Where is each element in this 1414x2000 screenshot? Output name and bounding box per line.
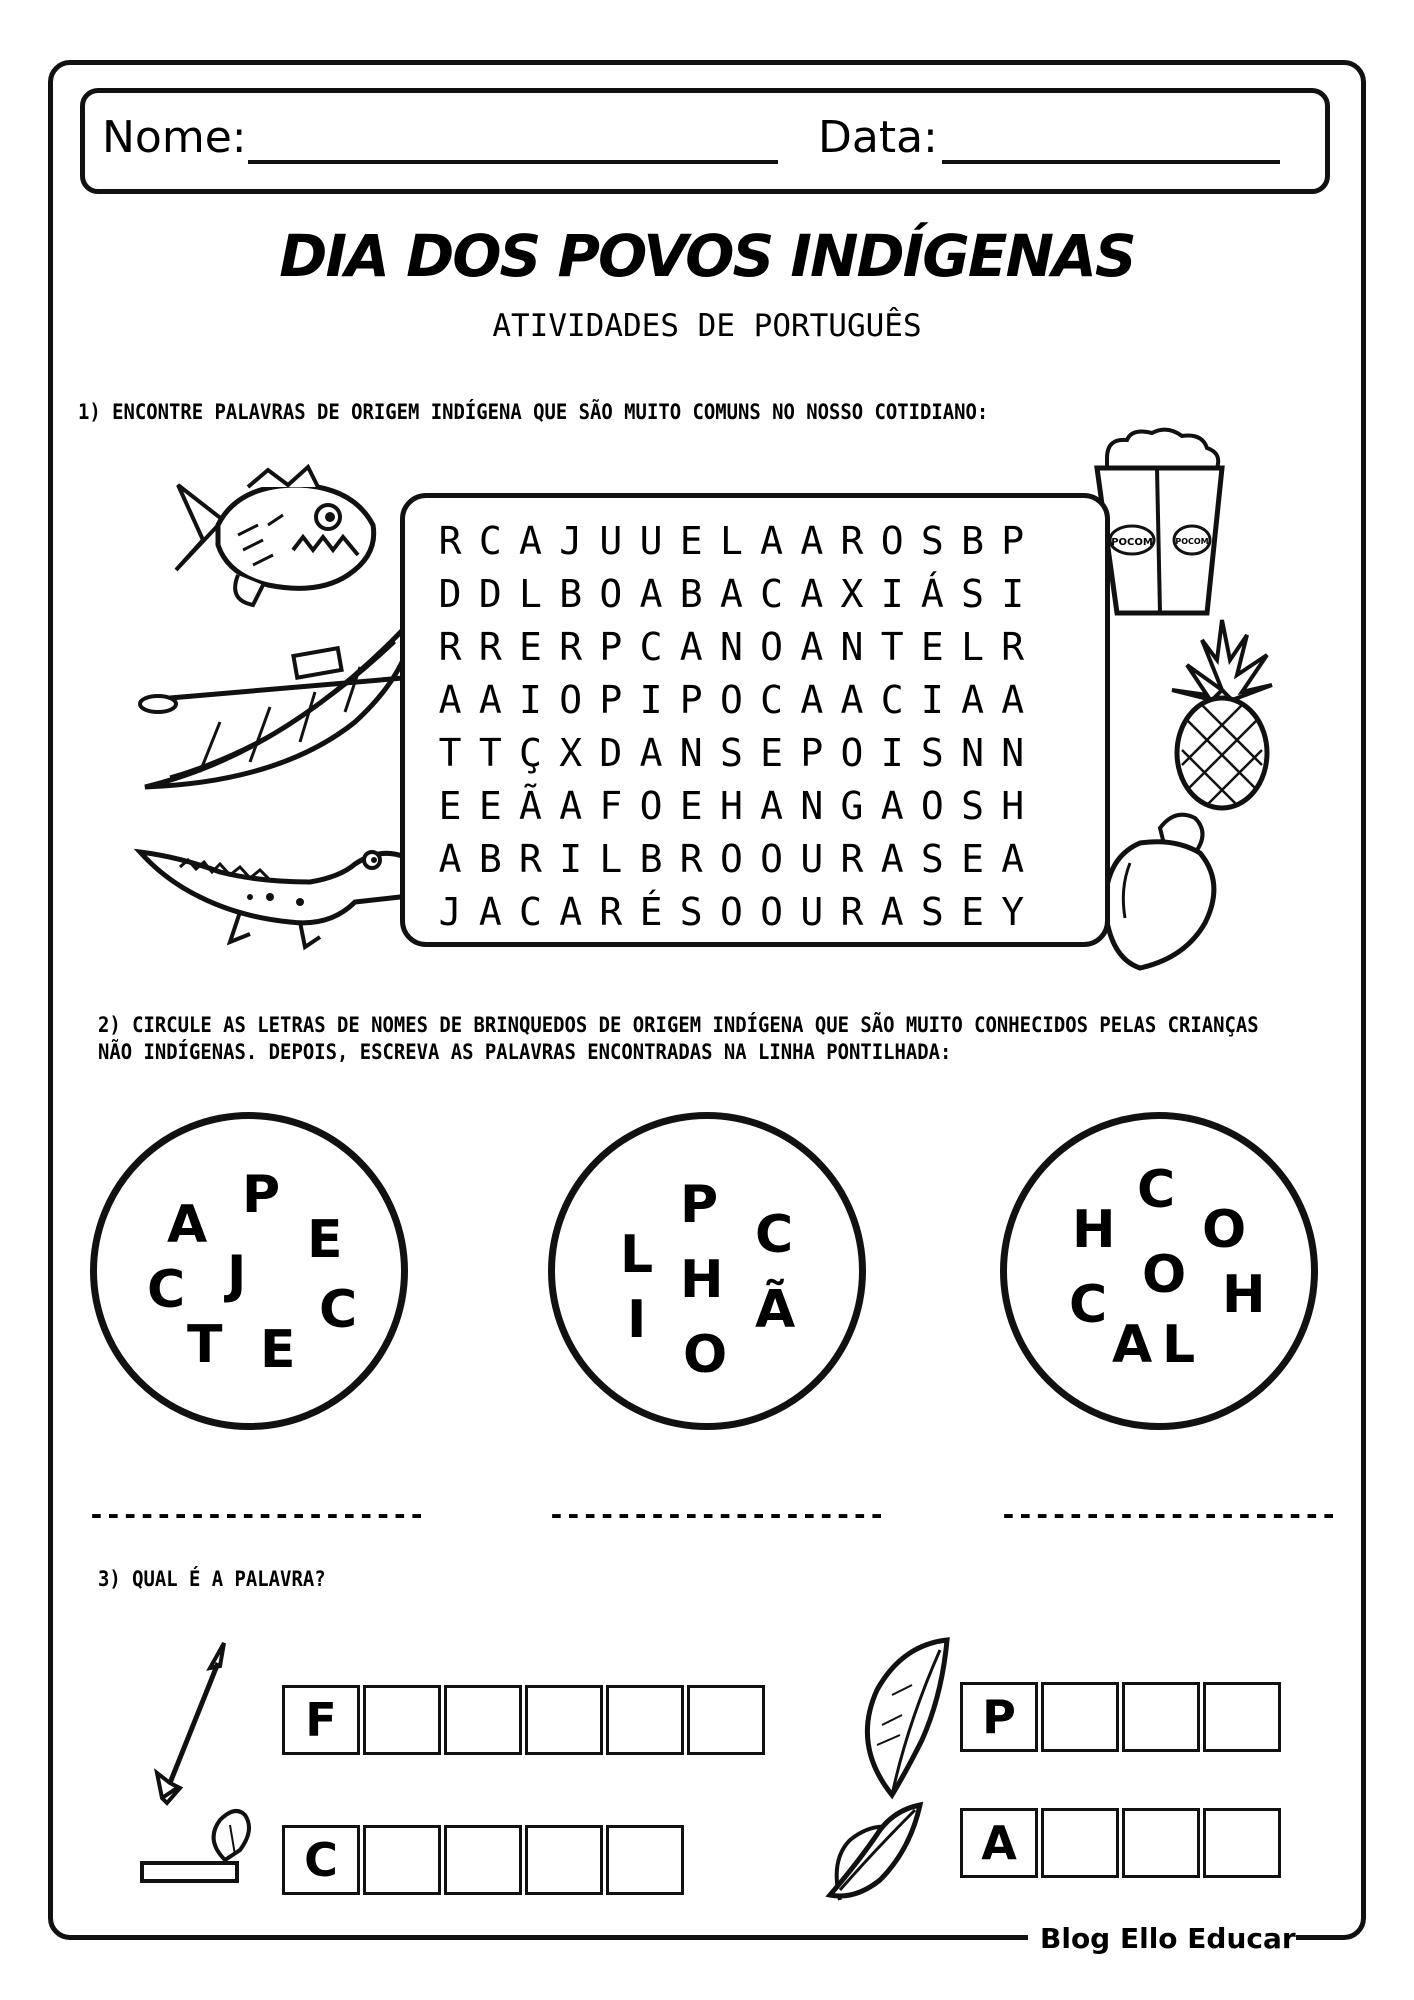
word-search-letter[interactable]: D bbox=[438, 572, 462, 616]
word-search-letter[interactable]: E bbox=[760, 731, 784, 775]
circle-letter[interactable]: C bbox=[1137, 1160, 1176, 1220]
letter-box[interactable] bbox=[363, 1825, 441, 1895]
word-search-letter[interactable]: N bbox=[800, 784, 824, 828]
word-search-letter[interactable]: U bbox=[639, 519, 663, 563]
word-search-letter[interactable]: R bbox=[599, 890, 623, 934]
word-search-letter[interactable]: A bbox=[438, 678, 462, 722]
circle-letter[interactable]: J bbox=[227, 1245, 247, 1305]
word-search-letter[interactable]: F bbox=[599, 784, 623, 828]
letter-box[interactable] bbox=[1203, 1682, 1281, 1752]
word-search-letter[interactable]: T bbox=[880, 625, 904, 669]
word-search-letter[interactable]: Y bbox=[1001, 890, 1025, 934]
word-search-letter[interactable]: N bbox=[840, 625, 864, 669]
word-search-row bbox=[430, 780, 1033, 833]
word-search-letter[interactable]: N bbox=[719, 625, 743, 669]
word-search-letter[interactable]: A bbox=[880, 784, 904, 828]
word-search-letter[interactable]: B bbox=[559, 572, 583, 616]
letter-box[interactable] bbox=[1041, 1808, 1119, 1878]
answer-line-2[interactable]: -------------------- bbox=[548, 1498, 886, 1531]
word-search-letter[interactable]: T bbox=[478, 731, 502, 775]
word-search-letter[interactable]: I bbox=[880, 572, 904, 616]
word-search-letter[interactable]: P bbox=[599, 678, 623, 722]
question-2-line-2: NÃO INDÍGENAS. DEPOIS, ESCREVA AS PALAVRAS ENCONTRADAS NA LINHA PONTILHADA: bbox=[98, 1040, 952, 1064]
feather-illustration bbox=[852, 1635, 952, 1800]
word-search-letter[interactable]: A bbox=[880, 837, 904, 881]
word-search-letter[interactable]: B bbox=[639, 837, 663, 881]
letter-box[interactable] bbox=[525, 1685, 603, 1755]
word-search-letter[interactable]: R bbox=[438, 519, 462, 563]
word-search-letter[interactable]: S bbox=[920, 890, 944, 934]
date-label: Data: bbox=[818, 112, 938, 163]
word-search-letter[interactable]: D bbox=[478, 572, 502, 616]
word-search-letter[interactable]: R bbox=[840, 837, 864, 881]
word-search-letter[interactable]: E bbox=[961, 837, 984, 881]
word-search-letter[interactable]: A bbox=[519, 519, 542, 563]
name-label: Nome: bbox=[102, 112, 247, 163]
circle-letter[interactable]: O bbox=[683, 1325, 728, 1385]
word-search-letter[interactable]: B bbox=[961, 519, 984, 563]
word-search-letter[interactable]: E bbox=[519, 625, 542, 669]
word-search-letter[interactable]: A bbox=[961, 678, 984, 722]
page-title: DIA DOS POVOS INDÍGENAS bbox=[279, 222, 1135, 290]
circle-letter[interactable]: A bbox=[167, 1195, 208, 1255]
word-search-letter[interactable]: U bbox=[800, 890, 824, 934]
word-search-letter[interactable]: X bbox=[840, 572, 864, 616]
headband-illustration bbox=[140, 1805, 260, 1885]
word-search-letter[interactable]: O bbox=[719, 678, 743, 722]
word-search-row bbox=[430, 621, 1033, 674]
word-search-letter[interactable]: E bbox=[679, 519, 703, 563]
word-search-letter[interactable]: R bbox=[519, 837, 542, 881]
word-search-letter[interactable]: S bbox=[961, 784, 984, 828]
word-search-letter[interactable]: O bbox=[760, 890, 784, 934]
word-search-letter[interactable]: A bbox=[1001, 678, 1025, 722]
word-search-letter[interactable]: R bbox=[840, 519, 864, 563]
word-search-letter[interactable]: O bbox=[599, 572, 623, 616]
word-search-letter[interactable]: I bbox=[519, 678, 542, 722]
word-search-letter[interactable]: A bbox=[1001, 837, 1025, 881]
word-search-letter[interactable]: S bbox=[920, 519, 944, 563]
word-search-letter[interactable]: R bbox=[679, 837, 703, 881]
word-search-letter[interactable]: O bbox=[760, 837, 784, 881]
word-search-letter[interactable]: I bbox=[880, 731, 904, 775]
arrow-illustration bbox=[152, 1638, 232, 1808]
circle-letter[interactable]: T bbox=[187, 1315, 223, 1375]
word-search-row bbox=[430, 727, 1033, 780]
word-search-letter[interactable]: S bbox=[961, 572, 984, 616]
word-search-letter[interactable]: L bbox=[519, 572, 542, 616]
word-search-letter[interactable]: B bbox=[679, 572, 703, 616]
word-search-letter[interactable]: A bbox=[639, 572, 663, 616]
word-search-letter[interactable]: O bbox=[719, 837, 743, 881]
word-search-letter[interactable]: C bbox=[519, 890, 542, 934]
word-search-letter[interactable]: E bbox=[920, 625, 944, 669]
circle-letter[interactable]: P bbox=[242, 1165, 281, 1225]
word-search-letter[interactable]: C bbox=[760, 678, 784, 722]
letter-circle-1 bbox=[90, 1112, 408, 1430]
date-field[interactable] bbox=[942, 114, 1280, 164]
footer-credit: Blog Ello Educar bbox=[1040, 1922, 1296, 1955]
word-search-letter[interactable]: R bbox=[1001, 625, 1025, 669]
word-search-letter[interactable]: T bbox=[438, 731, 462, 775]
answer-line-1[interactable]: -------------------- bbox=[88, 1498, 426, 1531]
word-search-letter[interactable]: D bbox=[599, 731, 623, 775]
word-search-letter[interactable]: R bbox=[559, 625, 583, 669]
letter-box[interactable] bbox=[444, 1685, 522, 1755]
letter-box[interactable] bbox=[1203, 1808, 1281, 1878]
word-search-letter[interactable]: P bbox=[1001, 519, 1025, 563]
word-search-letter[interactable]: A bbox=[800, 678, 824, 722]
word-search-row bbox=[430, 886, 1033, 939]
circle-letter[interactable]: C bbox=[755, 1205, 794, 1265]
word-search-letter[interactable]: N bbox=[679, 731, 703, 775]
circle-letter[interactable]: H bbox=[1222, 1265, 1266, 1325]
word-search-letter[interactable]: R bbox=[438, 625, 462, 669]
word-search-letter[interactable]: H bbox=[719, 784, 743, 828]
word-search-letter[interactable]: A bbox=[800, 519, 824, 563]
word-search-row bbox=[430, 674, 1033, 727]
letter-box[interactable] bbox=[1041, 1682, 1119, 1752]
word-search-letter[interactable]: A bbox=[679, 625, 703, 669]
word-search-letter[interactable]: S bbox=[719, 731, 743, 775]
word-search-letter[interactable]: Á bbox=[920, 572, 944, 616]
word-search-letter[interactable]: S bbox=[920, 731, 944, 775]
letter-box[interactable] bbox=[1122, 1682, 1200, 1752]
word-search-letter[interactable]: O bbox=[719, 890, 743, 934]
word-search-letter[interactable]: E bbox=[478, 784, 502, 828]
letter-box-filled: P bbox=[960, 1682, 1038, 1752]
word-search-letter[interactable]: A bbox=[800, 572, 824, 616]
circle-letter[interactable]: L bbox=[1162, 1315, 1196, 1375]
word-search-letter[interactable]: U bbox=[800, 837, 824, 881]
letter-box-filled: C bbox=[282, 1825, 360, 1895]
word-search-letter[interactable]: A bbox=[760, 519, 784, 563]
word-search-letter[interactable]: I bbox=[639, 678, 663, 722]
word-search-letter[interactable]: J bbox=[438, 890, 462, 934]
word-search-letter[interactable]: A bbox=[559, 890, 583, 934]
question-1-text: 1) ENCONTRE PALAVRAS DE ORIGEM INDÍGENA QUE SÃO MUITO COMUNS NO NOSSO COTIDIANO: bbox=[78, 400, 989, 424]
circle-letter[interactable]: A bbox=[1112, 1315, 1153, 1375]
word-search-letter[interactable]: A bbox=[639, 731, 663, 775]
circle-letter[interactable]: L bbox=[620, 1225, 654, 1285]
word-search-letter[interactable]: R bbox=[478, 625, 502, 669]
word-search-letter[interactable]: L bbox=[599, 837, 623, 881]
word-search-letter[interactable]: A bbox=[880, 890, 904, 934]
word-search-letter[interactable]: E bbox=[438, 784, 462, 828]
word-search-letter[interactable]: A bbox=[800, 625, 824, 669]
word-search-letter[interactable]: N bbox=[961, 731, 984, 775]
letter-box[interactable] bbox=[525, 1825, 603, 1895]
word-search-letter[interactable]: S bbox=[679, 890, 703, 934]
circle-letter[interactable]: E bbox=[307, 1210, 343, 1270]
circle-letter[interactable]: E bbox=[260, 1320, 296, 1380]
letter-circle-2 bbox=[548, 1112, 866, 1430]
word-search-row bbox=[430, 568, 1033, 621]
piranha-fish-illustration bbox=[168, 465, 388, 615]
popcorn-label-left: POCOM bbox=[1111, 537, 1153, 548]
word-search-letter[interactable]: C bbox=[478, 519, 502, 563]
letter-box[interactable] bbox=[444, 1825, 522, 1895]
popcorn-label-right: POCOM bbox=[1175, 537, 1209, 546]
word-search-row bbox=[430, 833, 1033, 886]
word-search-letter[interactable]: J bbox=[559, 519, 583, 563]
word-search-letter[interactable]: C bbox=[639, 625, 663, 669]
word-search-letter[interactable]: E bbox=[679, 784, 703, 828]
letter-circle-3 bbox=[1000, 1112, 1318, 1430]
pineapple-illustration bbox=[1162, 620, 1282, 810]
word-search-letter[interactable]: B bbox=[478, 837, 502, 881]
bow-illustration bbox=[820, 1800, 930, 1905]
word-search-letter[interactable]: I bbox=[1001, 572, 1025, 616]
word-search-letter[interactable]: A bbox=[719, 572, 743, 616]
word-search-letter[interactable]: E bbox=[961, 890, 984, 934]
word-search-letter[interactable]: O bbox=[840, 731, 864, 775]
alligator-illustration bbox=[140, 842, 440, 952]
word-search-letter[interactable]: C bbox=[880, 678, 904, 722]
word-search-letter[interactable]: A bbox=[478, 890, 502, 934]
word-search-letter[interactable]: X bbox=[559, 731, 583, 775]
word-search-letter[interactable]: A bbox=[438, 837, 462, 881]
letter-box[interactable] bbox=[1122, 1808, 1200, 1878]
cashew-illustration bbox=[1100, 808, 1225, 973]
word-search-letter[interactable]: I bbox=[559, 837, 583, 881]
word-search-letter[interactable]: A bbox=[478, 678, 502, 722]
word-search-letter[interactable]: O bbox=[760, 625, 784, 669]
answer-line-3[interactable]: -------------------- bbox=[1000, 1498, 1338, 1531]
word-search-letter[interactable]: I bbox=[920, 678, 944, 722]
circle-letter[interactable]: C bbox=[1069, 1275, 1108, 1335]
circle-letter[interactable]: H bbox=[1072, 1200, 1116, 1260]
word-search-letter[interactable]: C bbox=[760, 572, 784, 616]
circle-letter[interactable]: C bbox=[319, 1280, 358, 1340]
popcorn-illustration bbox=[1092, 428, 1232, 618]
circle-letter[interactable]: P bbox=[680, 1175, 719, 1235]
page-subtitle: ATIVIDADES DE PORTUGUÊS bbox=[492, 308, 922, 344]
letter-box-filled: A bbox=[960, 1808, 1038, 1878]
question-3-text: 3) QUAL É A PALAVRA? bbox=[98, 1567, 326, 1591]
word-search-letter[interactable]: Ã bbox=[519, 784, 542, 828]
letter-box[interactable] bbox=[606, 1825, 684, 1895]
word-search-letter[interactable]: A bbox=[760, 784, 784, 828]
letter-box[interactable] bbox=[606, 1685, 684, 1755]
circle-letter[interactable]: H bbox=[680, 1250, 724, 1310]
word-search-letter[interactable]: H bbox=[1001, 784, 1025, 828]
word-search-letter[interactable]: G bbox=[840, 784, 864, 828]
word-search-letter[interactable]: P bbox=[599, 625, 623, 669]
word-search-letter[interactable]: O bbox=[920, 784, 944, 828]
word-search-letter[interactable]: O bbox=[880, 519, 904, 563]
word-search-letter[interactable]: A bbox=[840, 678, 864, 722]
word-search-letter[interactable]: L bbox=[961, 625, 984, 669]
circle-letter[interactable]: I bbox=[627, 1290, 647, 1350]
word-search-letter[interactable]: P bbox=[800, 731, 824, 775]
word-search-row bbox=[430, 515, 1033, 568]
word-search-letter[interactable]: R bbox=[840, 890, 864, 934]
word-search-letter[interactable]: L bbox=[719, 519, 743, 563]
letter-box-filled: F bbox=[282, 1685, 360, 1755]
word-search-letter[interactable]: S bbox=[920, 837, 944, 881]
letter-box[interactable] bbox=[363, 1685, 441, 1755]
word-search-grid bbox=[430, 515, 1033, 939]
word-search-letter[interactable]: A bbox=[559, 784, 583, 828]
circle-letter[interactable]: O bbox=[1142, 1245, 1187, 1305]
word-search-letter[interactable]: O bbox=[559, 678, 583, 722]
word-search-letter[interactable]: U bbox=[599, 519, 623, 563]
circle-letter[interactable]: O bbox=[1202, 1200, 1247, 1260]
circle-letter[interactable]: Ã bbox=[755, 1280, 796, 1340]
question-2-line-1: 2) CIRCULE AS LETRAS DE NOMES DE BRINQUEDOS DE ORIGEM INDÍGENA QUE SÃO MUITO CONHECIDOS PELAS CRIANÇAS bbox=[98, 1013, 1259, 1037]
circle-letter[interactable]: C bbox=[147, 1260, 186, 1320]
word-search-letter[interactable]: N bbox=[1001, 731, 1025, 775]
word-search-letter[interactable]: O bbox=[639, 784, 663, 828]
word-search-letter[interactable]: Ç bbox=[519, 731, 542, 775]
name-field[interactable] bbox=[248, 114, 778, 164]
word-search-letter[interactable]: P bbox=[679, 678, 703, 722]
letter-box[interactable] bbox=[687, 1685, 765, 1755]
word-search-letter[interactable]: É bbox=[639, 890, 663, 934]
